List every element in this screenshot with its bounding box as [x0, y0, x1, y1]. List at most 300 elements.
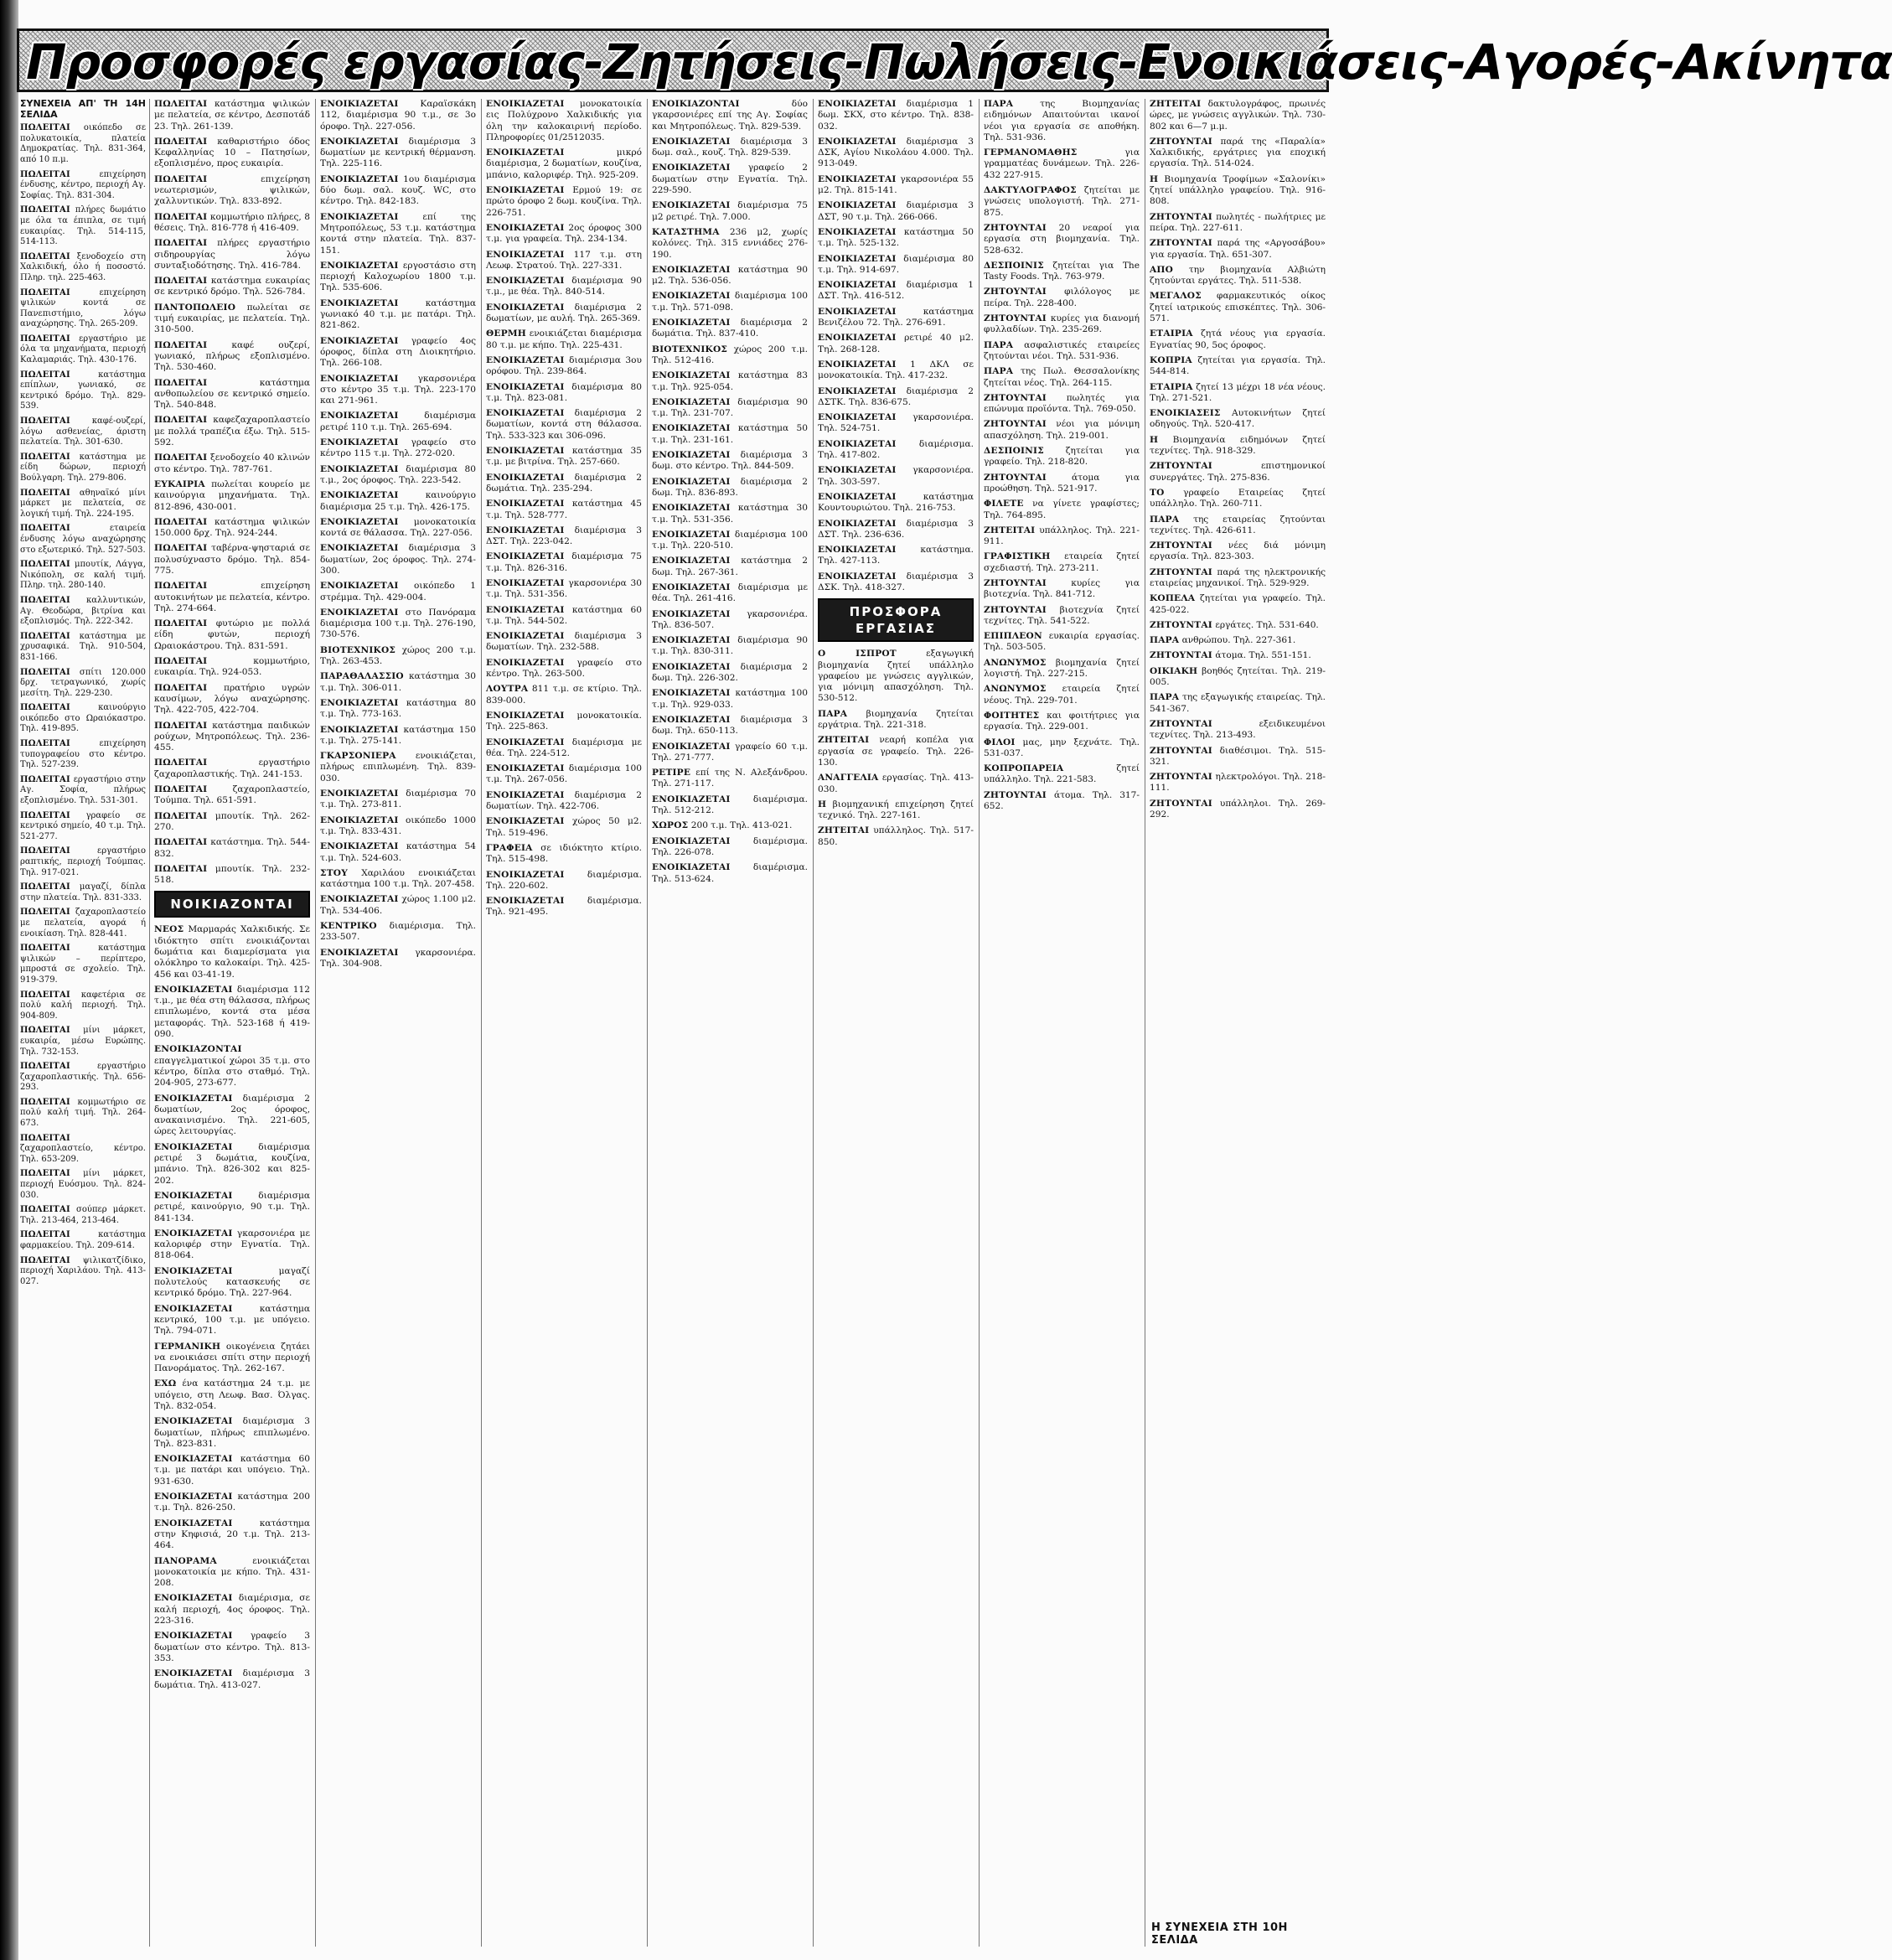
classified-ad: [154, 1304, 310, 1337]
classified-ad: [486, 250, 642, 272]
ad-keyword: ΕΝΟΙΚΙΑΖΕΤΑΙ: [652, 200, 731, 211]
ad-keyword: ΕΝΟΙΚΙΑΖΕΤΑΙ: [652, 318, 731, 328]
ad-keyword: ΖΗΤΕΙΤΑΙ: [818, 825, 870, 836]
classified-ad: [154, 1191, 310, 1224]
classified-ad: [154, 276, 310, 298]
ad-text: οικόπεδο 1 στρέμμα. Τηλ. 429-004.: [320, 581, 476, 602]
ad-keyword: ΑΝΩΝΥΜΟΣ: [984, 657, 1047, 668]
ad-keyword: ΠΩΛΕΙΤΑΙ: [154, 276, 208, 287]
ad-text: πλήρες εργαστήριο σιδηρουργίας λόγω συνταξιοδότησης. Τηλ. 416-784.: [154, 238, 310, 271]
ad-keyword: ΕΝΟΙΚΙΑΖΕΤΑΙ: [652, 714, 731, 725]
ad-text: μαγαζί, δίπλα στην πλατεία. Τηλ. 831-333.: [20, 882, 146, 902]
ad-keyword: ΕΝΟΙΚΙΑΖΕΤΑΙ: [652, 163, 731, 173]
classified-ad: [652, 370, 808, 393]
classified-ad: [20, 370, 146, 412]
classified-ad: [652, 530, 808, 552]
ad-text: διαμέρισμα. Τηλ. 513-624.: [652, 862, 808, 884]
ad-text: διαμέρισμα 2 δωμάτια. Τηλ. 837-410.: [652, 318, 808, 339]
ad-keyword: ΓΕΡΜΑΝΟΜΑΘΗΣ: [984, 147, 1078, 158]
ad-keyword: ΕΝΟΙΚΙΑΖΕΤΑΙ: [320, 411, 399, 421]
ad-keyword: ΕΝΟΙΚΙΑΖΕΤΑΙ: [486, 816, 565, 827]
ad-keyword: ΕΝΟΙΚΙΑΖΕΤΑΙ: [818, 412, 897, 423]
ad-keyword: ΕΝΟΙΚΙΑΖΕΤΑΙ: [818, 518, 897, 529]
ad-text: γραφείο 60 τ.μ. Τηλ. 271-777.: [652, 741, 808, 763]
ad-keyword: ΖΗΤΟΥΝΤΑΙ: [984, 287, 1047, 297]
ad-keyword: ΠΩΛΕΙΤΑΙ: [154, 211, 208, 222]
classified-ad: [486, 737, 642, 760]
classified-ad: [320, 137, 476, 170]
classified-ad: [154, 174, 310, 208]
ad-text: καφετέρια σε πολύ καλή περιοχή. Τηλ. 904-809.: [20, 990, 146, 1021]
ad-keyword: ΕΝΟΙΚΙΑΖΕΤΑΙ: [486, 276, 565, 287]
ad-keyword: ΠΩΛΕΙΤΑΙ: [20, 1026, 70, 1036]
ad-text: επιχείρηση τυπογραφείου στο κέντρο. Τηλ. 527-239.: [20, 739, 146, 770]
ad-text: παρά της ηλεκτρονικής εταιρείας μηχανικοί. Τηλ. 529-929.: [1150, 566, 1326, 588]
classified-ad: [154, 683, 310, 716]
classified-ad: [154, 581, 310, 614]
ad-text: διαμέρισμα 3 ΔΣΤ. Τηλ. 223-042.: [486, 525, 642, 547]
ads-list: [818, 99, 974, 848]
ads-list: [486, 99, 642, 918]
ad-keyword: ΖΗΤΟΥΝΤΑΙ: [984, 789, 1047, 800]
ad-text: ψιλικατζίδικο, περιοχή Χαριλάου. Τηλ. 413-027.: [20, 1255, 146, 1286]
classified-ad: [652, 662, 808, 685]
ad-text: διαμέρισμα 2 δωμάτια. Τηλ. 235-294.: [486, 472, 642, 494]
ad-text: μονοκατοικία εις Πολύχρονο Χαλκιδικής για όλη την καλοκαιρινή περίοδο. Πληροφορίες 01/2512035.: [486, 99, 642, 142]
ad-keyword: ΕΝΟΙΚΙΑΖΕΤΑΙ: [652, 835, 731, 846]
classified-ad: [652, 635, 808, 658]
classified-ad: [984, 99, 1140, 143]
ad-keyword: ΠΑΡΑ: [1150, 514, 1180, 525]
ad-text: εργαστήριο με όλα τα μηχανήματα, περιοχή Καλαμαριάς. Τηλ. 430-176.: [20, 334, 146, 365]
ad-keyword: ΕΝΟΙΚΙΑΖΕΤΑΙ: [652, 529, 731, 540]
ad-keyword: ΕΤΑΙΡΙΑ: [1150, 381, 1193, 392]
ad-keyword: ΕΝΟΙΚΙΑΖΕΤΑΙ: [486, 472, 565, 483]
ad-text: ταβέρνα-ψησταριά σε πολυσύχναστο δρόμο. Τηλ. 854-775.: [154, 543, 310, 576]
classified-ad: [486, 605, 642, 628]
classified-ad: [1150, 328, 1326, 351]
classified-ad: [20, 205, 146, 247]
ad-keyword: ΕΝΟΙΚΙΑΖΕΤΑΙ: [320, 211, 399, 222]
ad-text: εργαστήριο στην Αγ. Σοφία, πλήρως εξοπλισμένο. Τηλ. 531-301.: [20, 774, 146, 806]
classified-ad: [984, 393, 1140, 416]
classified-ad: [154, 1668, 310, 1691]
classified-ad: [154, 1454, 310, 1487]
ad-text: μπουτίκ. Τηλ. 262-270.: [154, 810, 310, 832]
classified-ad: [652, 227, 808, 261]
ad-keyword: ΖΗΤΟΥΝΤΑΙ: [1150, 798, 1212, 809]
ad-text: διαμέρισμα, σε καλή περιοχή, 4ος όροφος. Τηλ. 223-316.: [154, 1593, 310, 1626]
ad-text: δύο γκαρσονιέρες επί της Αγ. Σοφίας και Μητροπόλεως. Τηλ. 829-539.: [652, 99, 808, 132]
ad-keyword: ΕΝΟΙΚΙΑΖΕΤΑΙ: [154, 1228, 233, 1239]
ad-text: χώρος 50 μ2. Τηλ. 519-496.: [486, 816, 642, 838]
ad-keyword: ΕΝΟΙΚΙΑΖΕΤΑΙ: [320, 463, 399, 474]
classified-ad: [320, 517, 476, 540]
classified-ad: [154, 378, 310, 411]
ad-keyword: ΠΩΛΕΙΤΑΙ: [154, 136, 208, 147]
ad-text: διαμέρισμα 1 ΔΣΤ. Τηλ. 416-512.: [818, 280, 974, 302]
classified-ad: [818, 307, 974, 329]
ad-text: Καραϊσκάκη 112, διαμέρισμα 90 τ.μ., σε 3ο όροφο. Τηλ. 227-056.: [320, 99, 476, 132]
classified-ad: [20, 1230, 146, 1251]
ad-text: ενοικιάζεται διαμέρισμα 80 τ.μ. με κήπο. Τηλ. 225-431.: [486, 328, 642, 350]
ad-text: σπίτι 120.000 δρχ. τετραγωνικό, χωρίς μεσίτη. Τηλ. 229-230.: [20, 667, 146, 698]
ad-text: διαμέρισμα. Τηλ. 220-602.: [486, 869, 642, 891]
classified-ad: [154, 517, 310, 540]
classified-ad: [1150, 137, 1326, 170]
classified-ad: [818, 799, 974, 822]
ad-keyword: ΠΩΛΕΙΤΑΙ: [20, 370, 70, 380]
ad-keyword: ΕΝΟΙΚΙΑΖΕΤΑΙ: [154, 984, 233, 995]
classified-ad: [20, 846, 146, 878]
ad-text: μονοκατοικία κοντά σε θάλασσα. Τηλ. 227-056.: [320, 516, 476, 539]
ad-text: της εξαγωγικής εταιρείας. Τηλ. 541-367.: [1150, 692, 1326, 714]
ad-keyword: ΕΝΟΙΚΙΑΖΕΤΑΙ: [652, 794, 731, 804]
classified-ad: [486, 382, 642, 405]
classified-ad: [652, 397, 808, 420]
ad-text: ζητείται για The Tasty Foods. Τηλ. 763-979.: [984, 260, 1140, 282]
ad-keyword: ΕΝΟΙΚΙΑΖΕΤΑΙ: [652, 608, 731, 619]
ad-text: βιομηχανική επιχείρηση ζητεί τεχνικό. Τηλ. 227-161.: [818, 799, 974, 821]
ad-text: Βιομηχανία Τροφίμων «Σαλονίκι» ζητεί υπάλληλο γραφείου. Τηλ. 916-808.: [1150, 173, 1326, 207]
classified-ad: [320, 751, 476, 784]
ad-text: κατάστημα 45 τ.μ. Τηλ. 528-777.: [486, 499, 642, 520]
classified-ad: [320, 490, 476, 513]
ad-keyword: ΕΝΟΙΚΙΑΖΕΤΑΙ: [154, 1492, 233, 1502]
classified-ad: [320, 374, 476, 407]
classifieds-banner: [17, 28, 1892, 92]
ad-keyword: ΠΩΛΕΙΤΑΙ: [20, 739, 70, 749]
ad-text: επαγγελματικοί χώροι 35 τ.μ. στο κέντρο, δίπλα στο σταθμό. Τηλ. 204-905, 273-677.: [154, 1055, 310, 1089]
classified-ad: [486, 684, 642, 706]
ad-keyword: ΚΕΝΤΡΙΚΟ: [320, 921, 377, 931]
ad-keyword: ΠΩΛΕΙΤΑΙ: [20, 452, 70, 462]
column-6: [818, 99, 974, 1951]
classified-ad: [486, 525, 642, 548]
ad-keyword: ΕΝΟΙΚΙΑΖΕΤΑΙ: [818, 491, 897, 502]
ad-keyword: ΦΙΛΕΤΕ: [984, 499, 1024, 509]
ad-keyword: ΠΩΛΕΙΤΑΙ: [20, 251, 70, 261]
ad-keyword: ΖΗΤΟΥΝΤΑΙ: [1150, 136, 1212, 147]
ad-text: ζητεί υπάλληλο. Τηλ. 221-583.: [984, 763, 1140, 785]
ad-text: την βιομηχανία Αλβιώτη ζητούνται εργάτες. Τηλ. 511-538.: [1150, 264, 1326, 287]
classified-ad: [154, 99, 310, 132]
ad-keyword: ΒΙΟΤΕΧΝΙΚΟΣ: [320, 644, 396, 655]
classified-ad: [486, 870, 642, 892]
classified-ad: [818, 333, 974, 355]
classified-ad: [818, 137, 974, 170]
ad-keyword: ΠΩΛΕΙΤΑΙ: [20, 1169, 70, 1179]
ad-keyword: ΔΑΚΤΥΛΟΓΡΑΦΟΣ: [984, 185, 1077, 196]
classified-ad: [818, 825, 974, 848]
ad-keyword: ΖΗΤΟΥΝΤΑΙ: [984, 313, 1047, 324]
classified-ad: [818, 439, 974, 462]
ad-text: κατάστημα 60 τ.μ. με πατάρι και υπόγειο. Τηλ. 931-630.: [154, 1454, 310, 1487]
ad-keyword: ΕΝΟΙΚΙΑΖΕΤΑΙ: [652, 423, 731, 434]
classified-ad: [984, 223, 1140, 256]
ad-keyword: ΕΝΟΙΚΙΑΖΕΤΑΙ: [486, 381, 565, 392]
classified-ad: [652, 291, 808, 313]
ad-keyword: ΦΟΙΤΗΤΕΣ: [984, 710, 1040, 721]
ad-text: διαμέρισμα 3 δωματίων, πλήρως επιπλωμένο. Τηλ. 823-831.: [154, 1416, 310, 1449]
ad-keyword: ΕΝΟΙΚΙΑΖΕΤΑΙ: [486, 525, 565, 535]
classified-ad: [320, 437, 476, 460]
ad-text: διαμέρισμα 80 τ.μ., 2ος όροφος. Τηλ. 223-542.: [320, 463, 476, 485]
classified-ad: [20, 1256, 146, 1288]
ad-text: διαμέρισμα. Τηλ. 233-507.: [320, 921, 476, 943]
ad-keyword: ΕΧΩ: [154, 1378, 177, 1389]
classified-ad: [20, 632, 146, 664]
ad-text: φιλόλογος με πείρα. Τηλ. 228-400.: [984, 287, 1140, 308]
classified-ad: [652, 609, 808, 632]
classified-ad: [20, 882, 146, 903]
classified-ad: [984, 261, 1140, 283]
classified-ad: [1150, 799, 1326, 821]
classified-ad: [154, 1593, 310, 1626]
ad-keyword: ΠΩΛΕΙΤΑΙ: [20, 667, 70, 677]
ad-keyword: ΠΩΛΕΙΤΑΙ: [20, 882, 70, 892]
classified-ad: [486, 223, 642, 246]
ad-keyword: ΚΟΠΕΛΑ: [1150, 593, 1196, 604]
column-4: [486, 99, 642, 1951]
classified-ad: [1150, 540, 1326, 563]
ad-keyword: Η: [1150, 434, 1159, 445]
ad-text: νέοι για μόνιμη απασχόληση. Τηλ. 219-001.: [984, 419, 1140, 441]
column-2: [154, 99, 310, 1951]
classified-ad: [1150, 692, 1326, 715]
ad-keyword: ΕΝΟΙΚΙΑΖΕΤΑΙ: [818, 226, 897, 237]
ad-text: διαμέρισμα 90 τ.μ. Τηλ. 830-311.: [652, 635, 808, 657]
classified-ad: [154, 864, 310, 887]
ad-keyword: ΠΩΛΕΙΤΑΙ: [20, 524, 70, 534]
ad-text: διαμέρισμα 100 τ.μ. Τηλ. 220-510.: [652, 529, 808, 551]
ad-keyword: ΠΩΛΕΙΤΑΙ: [20, 123, 70, 133]
classified-ad: [154, 1342, 310, 1375]
classified-ad: [1150, 355, 1326, 378]
classified-ad: [486, 499, 642, 521]
classified-ad: [652, 137, 808, 159]
ad-text: κατάστημα 30 τ.μ. Τηλ. 531-356.: [652, 503, 808, 525]
ad-text: χώρος 200 τ.μ. Τηλ. 512-416.: [652, 344, 808, 365]
classified-ad: [1150, 746, 1326, 768]
classified-ad: [486, 816, 642, 839]
ad-text: επιστημονικοί συνεργάτες. Τηλ. 275-836.: [1150, 461, 1326, 483]
ad-text: κατάστημα 35 τ.μ. με βιτρίνα. Τηλ. 257-660.: [486, 446, 642, 468]
classified-ad: [984, 525, 1140, 548]
classified-ad: [652, 503, 808, 525]
classified-ad: [1150, 635, 1326, 646]
classified-ad: [320, 841, 476, 864]
classified-ad: [1150, 515, 1326, 537]
classified-ad: [652, 99, 808, 132]
ads-list: [154, 99, 310, 886]
ad-keyword: ΕΝΟΙΚΙΑΖΕΤΑΙ: [486, 249, 565, 260]
ad-keyword: ΕΝΟΙΚΙΑΖΕΤΑΙ: [818, 465, 897, 476]
ad-keyword: ΕΝΟΙΚΙΑΖΕΤΑΙ: [154, 1668, 233, 1679]
ad-keyword: ΕΝΟΙΚΙΑΖΕΤΑΙ: [320, 335, 399, 346]
classified-ad: [154, 1142, 310, 1187]
classified-ad: [984, 499, 1140, 521]
ad-text: κατάστημα 50 τ.μ. Τηλ. 525-132.: [818, 226, 974, 249]
ad-text: εργοστάσιο στη περιοχή Καλοχωρίου 1800 τ.μ. Τηλ. 535-606.: [320, 260, 476, 293]
ad-keyword: ΠΩΛΕΙΤΑΙ: [20, 1230, 70, 1240]
classified-ad: [486, 303, 642, 325]
ad-keyword: ΕΝΟΙΚΙΑΖΕΤΑΙ: [486, 896, 565, 907]
ad-keyword: ΕΝΟΙΚΙΑΖΕΤΑΙ: [652, 635, 731, 646]
ad-text: βιομηχανία ζητεί λογιστή. Τηλ. 227-215.: [984, 657, 1140, 680]
classified-ad: [320, 581, 476, 603]
classified-ad: [486, 658, 642, 680]
ad-text: μπουτίκ, Λάγγα, Νικόπολη, σε καλή τιμή. Πληρ. τηλ. 280-140.: [20, 560, 146, 591]
classified-ad: [818, 359, 974, 382]
ad-text: εργαστήριο ραπτικής, περιοχή Τούμπας. Τηλ. 917-021.: [20, 846, 146, 877]
ad-keyword: ΕΝΟΙΚΙΑΖΕΤΑΙ: [652, 862, 731, 873]
ad-text: άτομα για προώθηση. Τηλ. 521-917.: [984, 472, 1140, 494]
classified-ad: [984, 684, 1140, 706]
classified-ad: [984, 473, 1140, 495]
ad-text: διαμέρισμα 70 τ.μ. Τηλ. 273-811.: [320, 789, 476, 810]
classified-ad: [320, 543, 476, 577]
ad-text: γκαρσονιέρα 30 τ.μ. Τηλ. 531-356.: [486, 577, 642, 600]
classified-ad: [154, 1631, 310, 1664]
ad-text: κατάστημα Βενιζέλου 72. Τηλ. 276-691.: [818, 306, 974, 328]
ad-text: ζαχαροπλαστείο, κέντρο. Τηλ. 653-209.: [20, 1144, 146, 1164]
ad-keyword: ΕΝΟΙΚΙΑΖΕΤΑΙ: [652, 264, 731, 275]
ad-text: ξενοδοχείο 40 κλινών στο κέντρο. Τηλ. 787-761.: [154, 453, 310, 474]
classified-ad: [486, 99, 642, 143]
ad-keyword: ΖΗΤΕΙΤΑΙ: [984, 525, 1036, 535]
ad-keyword: ΠΑΡΑ: [818, 708, 848, 719]
classified-ad: [818, 519, 974, 541]
ad-text: διαμέρισμα 90 τ.μ., με θέα. Τηλ. 840-514.: [486, 276, 642, 297]
ad-text: οικογένεια ζητάει να ενοικιάσει σπίτι στην περιοχή Πανοράματος. Τηλ. 262-167.: [154, 1341, 310, 1374]
classified-ad: [154, 811, 310, 834]
classified-ad: [154, 784, 310, 807]
ad-text: επί της Ν. Αλεξάνδρου. Τηλ. 271-117.: [652, 768, 808, 789]
ad-keyword: ΛΟΥΤΡΑ: [486, 684, 529, 695]
ad-text: οικόπεδο 1000 τ.μ. Τηλ. 833-431.: [320, 815, 476, 836]
ad-keyword: ΠΩΛΕΙΤΑΙ: [154, 453, 208, 463]
ad-keyword: ΠΩΛΕΙΤΑΙ: [154, 581, 208, 592]
classified-ad: [154, 1492, 310, 1514]
ad-keyword: ΕΝΟΙΚΙΑΖΕΤΑΙ: [486, 710, 565, 721]
classified-ad: [320, 671, 476, 694]
ad-text: γκαρσονιέρα. Τηλ. 303-597.: [818, 465, 974, 487]
ad-keyword: ΔΕΣΠΟΙΝΙΣ: [984, 446, 1044, 457]
ad-text: κατάστημα 90 μ2. Τηλ. 536-056.: [652, 264, 808, 287]
ad-text: καθαριστήριο όδος Κεφαλληνίας 10 – Πατησίων, εξοπλισμένο, προς ευκαιρία.: [154, 136, 310, 169]
ad-text: διαμέρισμα. Τηλ. 921-495.: [486, 896, 642, 918]
ad-text: γραφείο στο κέντρο 115 τ.μ. Τηλ. 272-020.: [320, 437, 476, 459]
classified-ad: [984, 711, 1140, 733]
classified-ad: [320, 298, 476, 332]
classified-ad: [154, 1556, 310, 1590]
classified-ad: [320, 948, 476, 970]
ad-text: κατάστημα στην Κηφισιά, 20 τ.μ. Τηλ. 213-464.: [154, 1518, 310, 1551]
ad-keyword: ΠΩΛΕΙΤΑΙ: [20, 334, 70, 344]
classified-ad: [818, 545, 974, 567]
classified-ad: [154, 303, 310, 336]
ad-keyword: ΕΝΟΙΚΙΑΖΕΤΑΙ: [320, 607, 399, 618]
ad-keyword: ΕΝΟΙΚΙΑΖΕΤΑΙ: [652, 661, 731, 672]
ad-keyword: ΕΝΟΙΚΙΑΖΕΤΑΙ: [652, 136, 731, 147]
classified-ad: [154, 758, 310, 780]
classified-ad: [486, 473, 642, 495]
ad-text: διαμέρισμα ρετιρέ, καινούργιο, 90 τ.μ. Τηλ. 841-134.: [154, 1190, 310, 1223]
ads-list: [1150, 99, 1326, 820]
ad-keyword: ΠΩΛΕΙΤΑΙ: [20, 1097, 70, 1107]
ad-keyword: ΠΑΡΑ: [1150, 692, 1180, 703]
ad-text: κατάστημα 60 τ.μ. Τηλ. 544-502.: [486, 604, 642, 626]
ad-keyword: ΕΝΟΙΚΙΑΖΕΤΑΙ: [652, 291, 731, 302]
ad-keyword: ΕΝΟΙΚΙΑΖΕΤΑΙ: [486, 446, 565, 457]
ad-keyword: ΠΩΛΕΙΤΑΙ: [154, 543, 208, 554]
ad-keyword: ΠΩΛΕΙΤΑΙ: [20, 416, 70, 427]
ad-text: διαμέρισμα 2 δωματίων, κοντά στη θάλασσα. Τηλ. 533-323 και 306-096.: [486, 408, 642, 441]
classified-ad: [1150, 772, 1326, 794]
ad-text: διαμέρισμα 1 δωμ. ΣΚΧ, στο κέντρο. Τηλ. 838-032.: [818, 99, 974, 132]
classified-ad: [20, 453, 146, 484]
ad-keyword: ΕΝΟΙΚΙΑΖΕΤΑΙ: [320, 815, 399, 825]
classified-ad: [984, 631, 1140, 654]
classified-ad: [652, 715, 808, 737]
ad-text: Αυτοκινήτων ζητεί οδηγούς. Τηλ. 520-417.: [1150, 408, 1326, 430]
classified-ad: [20, 1169, 146, 1201]
classified-ad: [1150, 650, 1326, 661]
ad-text: κατάστημα ψιλικών – περίπτερο, μπροστά σε σχολείο. Τηλ. 919-379.: [20, 944, 146, 985]
classified-ad: [20, 1134, 146, 1166]
ad-text: 236 μ2, χωρίς κολόνες. Τηλ. 315 εννιάδες 276-190.: [652, 226, 808, 260]
ad-text: μίνι μάρκετ, περιοχή Ευόσμου. Τηλ. 824-030.: [20, 1169, 146, 1200]
ad-keyword: ΕΝΟΙΚΙΑΖΟΝΤΑΙ: [154, 1044, 242, 1055]
ad-keyword: ΕΝΟΙΚΙΑΖΕΤΑΙ: [652, 450, 731, 461]
classified-ad: [652, 742, 808, 764]
classified-ad: [486, 276, 642, 298]
classified-ad: [1150, 382, 1326, 405]
ad-keyword: ΕΝΟΙΚΙΑΖΕΤΑΙ: [486, 222, 565, 233]
ad-text: ένα κατάστημα 24 τ.μ. με υπόγειο, στη Λεωφ. Βασ. Όλγας. Τηλ. 832-054.: [154, 1378, 310, 1411]
classified-ad: [154, 212, 310, 235]
ad-keyword: ΕΝΟΙΚΙΑΖΕΤΑΙ: [486, 763, 565, 774]
ad-keyword: ΣΤΟΥ: [320, 867, 348, 878]
ad-text: γραφείο 2 δωματίων στην Εγνατία. Τηλ. 229-590.: [652, 163, 808, 196]
ad-text: ασφαλιστικές εταιρείες ζητούνται νέοι. Τηλ. 531-936.: [984, 339, 1140, 361]
ad-keyword: ΠΩΛΕΙΤΑΙ: [154, 682, 208, 693]
ad-keyword: ΕΝΟΙΚΙΑΖΕΤΑΙ: [818, 253, 897, 264]
ad-keyword: ΕΝΟΙΚΙΑΖΕΤΑΙ: [652, 582, 731, 592]
ad-keyword: ΕΝΟΙΚΙΑΖΕΤΑΙ: [320, 297, 399, 308]
classified-ad: [20, 1062, 146, 1094]
ad-text: Βιομηχανία ειδημόνων ζητεί τεχνίτες. Τηλ. 918-329.: [1150, 434, 1326, 457]
ad-text: διαμέρισμα 75 μ2 ρετιρέ. Τηλ. 7.000.: [652, 200, 808, 222]
ad-keyword: ΖΗΤΟΥΝΤΑΙ: [984, 222, 1047, 233]
classified-ad: [320, 868, 476, 891]
ad-text: να γίνετε γραφίστες; Τηλ. 764-895.: [984, 499, 1140, 520]
ad-keyword: ΕΝΟΙΚΙΑΖΕΤΑΙ: [818, 99, 897, 109]
classified-ad: [652, 163, 808, 196]
classified-ad: [1150, 620, 1326, 631]
classified-ad: [818, 200, 974, 223]
classified-ad: [818, 174, 974, 197]
ad-keyword: ΠΩΛΕΙΤΑΙ: [154, 784, 208, 795]
classified-ad: [154, 453, 310, 475]
ad-keyword: ΕΝΟΙΚΙΑΖΕΤΑΙ: [818, 438, 897, 449]
column-divider: [647, 99, 648, 1947]
ad-text: επιχείρηση ψιλικών κοντά σε Πανεπιστήμιο, λόγω αναχώρησης. Τηλ. 265-209.: [20, 287, 146, 329]
ad-text: κατάστημα. Τηλ. 544-832.: [154, 837, 310, 859]
ad-text: καινούργιο διαμέρισμα 25 τ.μ. Τηλ. 426-175.: [320, 490, 476, 512]
ad-keyword: ΕΝΟΙΚΙΑΖΕΤΑΙ: [652, 503, 731, 514]
